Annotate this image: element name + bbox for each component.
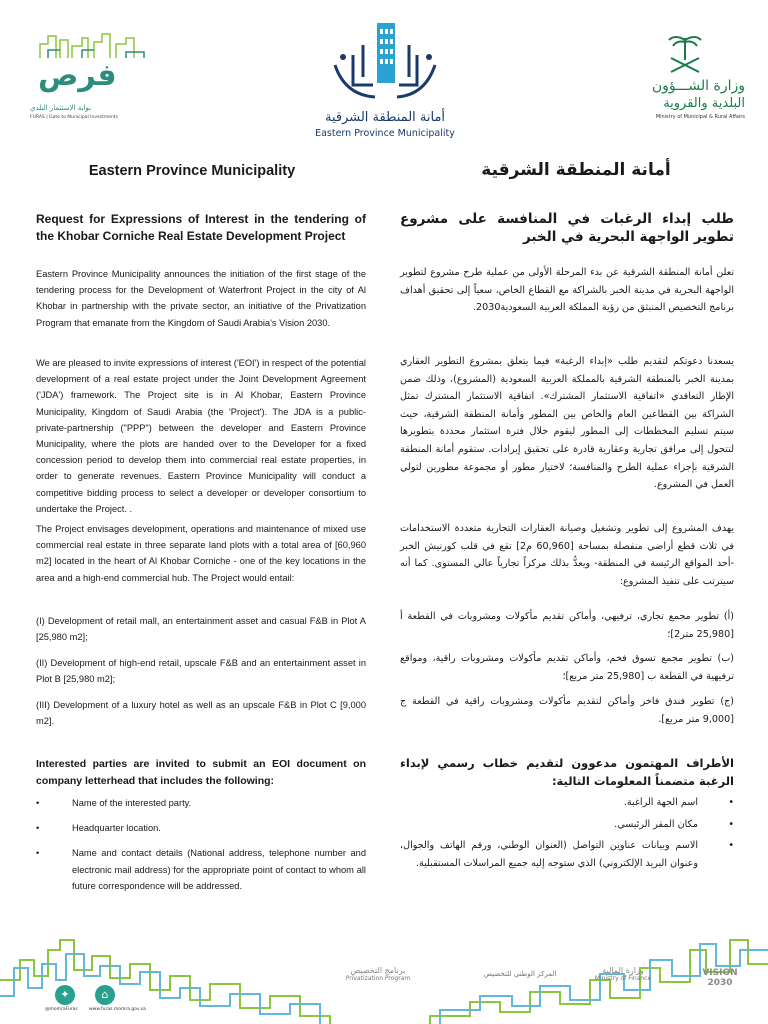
mof-label: وزارة المالية	[602, 966, 644, 975]
list-item: • اسم الجهة الراغبة.	[400, 794, 734, 812]
paragraph-ar-2: يسعدنا دعوتكم لتقديم طلب «إبداء الرغبة» فيما يتعلق بمشروع التطوير العقاري بمدينة الخبر بالمنطقة الشرقية بالمملكة العربية السعودية (المشروع)، وذلك ضمن الإطار التعاقدي «اتفاقية الاستثمار المشترك». اتفاقية الاستثمار المشترك تمثل الشراكة بين القطاعين العام والخاص بين المطور وأمانة المنطقة الشرقية، حيث سيتم تسليم المخططات إلى المطور ليقوم خلال فترة استثمار محددة بتطويرها لتتحول إلى مرافق تجارية وعقارية قادرة على تحقيق إيرادات. ستقوم أمانة المنطقة الشرقية بإجراء عملية الطرح والمنافسة؛ لاختيار مطور أو مجموعة مطورين لتولي العمل في المشروع.	[400, 356, 734, 491]
item-en-3: (III) Development of a luxury hotel as well as an upscale F&B in Plot C [9,000 m2].	[36, 700, 366, 727]
social-links	[45, 985, 146, 1015]
furas-subtitle-en: FURAS | Gate to Municipal Investments	[30, 115, 118, 120]
privatization-label: برنامج التخصيص	[350, 966, 406, 975]
item-ar-1: (أ) تطوير مجمع تجاري، ترفيهي، وأماكن تقديم مأكولات ومشروبات في القطعة أ [25,980 متر2]؛	[400, 611, 734, 640]
heading-en: Request for Expressions of Interest in the tendering of the Khobar Corniche Real Estate Development Project	[36, 212, 366, 243]
twitter-handle[interactable]: @momraFuras	[45, 1007, 78, 1012]
amana-name-ar: أمانة المنطقة الشرقية	[324, 110, 446, 125]
item-ar-2: (ب) تطوير مجمع تسوق فخم، وأماكن تقديم مأكولات ومشروبات راقية، ومواقع ترفيهية في القطعة ب [25,980 متر مربع]؛	[400, 653, 734, 682]
item-en-2: (II) Development of high-end retail, upscale F&B and an entertainment asset in Plot B [25,980 m2];	[36, 658, 366, 685]
paragraph-en-1: Eastern Province Municipality announces the initiation of the first stage of the tendering process for the Development of Waterfront Project in the city of Al Khobar in partnership with the private sector, an initiative of the Privatization Program that emanate from the Kingdom of Saudi Arabia's Vision 2030.	[36, 269, 366, 328]
list-item: • الاسم وبيانات عناوين التواصل (العنوان الوطني، ورقم الهاتف والجوال، وعنوان البريد الإلكتروني) الذي ستوجه إليه جميع المراسلات المستقبلية.	[400, 837, 734, 872]
home-icon[interactable]: ⌂	[95, 985, 115, 1005]
heading-ar: طلب إبداء الرغبات في المنافسة على مشروع تطوير الواجهة البحرية في الخبر	[400, 211, 734, 245]
footer-skyline	[0, 880, 768, 1024]
list-item: • مكان المقر الرئيسي.	[400, 816, 734, 834]
twitter-icon[interactable]: ✦	[55, 985, 75, 1005]
palm-swords-icon	[665, 30, 705, 76]
list-item: • Name and contact details (National address, telephone number and electronic mail address) for the appropriate point of contact to whom all future correspondence will be addressed.	[36, 845, 366, 894]
ministry-line2: البلدية والقروية	[663, 96, 745, 111]
item-en-1: (I) Development of retail mall, an entertainment asset and casual F&B in Plot A [25,980 m2];	[36, 616, 366, 643]
title-en: Eastern Province Municipality	[88, 163, 296, 179]
mof-logo	[588, 966, 658, 982]
furas-skyline-icon	[38, 32, 148, 60]
ministry-line1: وزارة الشـــؤون	[651, 78, 745, 94]
privatization-sub: Privatization Program	[345, 975, 411, 982]
npc-logo	[460, 970, 580, 978]
privatization-logo	[338, 966, 418, 982]
paragraph-ar-3: يهدف المشروع إلى تطوير وتشغيل وصيانة العقارات التجارية متعددة الاستخدامات في ثلاث قطع أراضي منفصلة بمساحة [60,960 م2] تقع في قلب كورنيش الخبر -أحد المواقع الرئيسة في المنطقة- ويعدُّ بذلك مركزاً تجارياً عالي المستوى. كما أنه سيترتب على تنفيذ المشروع:	[400, 523, 734, 587]
list-item: • Name of the interested party.	[36, 795, 366, 811]
paragraph-en-3: The Project envisages development, operations and maintenance of mixed use commercial real estate in three separate land plots with a total area of [60,960 m2] located in the heart of Al Khobar Corniche - one of the key locations in the area and a high-end commercial hub. The Project would entail:	[36, 524, 366, 583]
invite-en: Interested parties are invited to submit an EOI document on company letterhead that includes the following:	[36, 758, 366, 787]
list-item: • Headquarter location.	[36, 820, 366, 836]
npc-label: المركز الوطني للتخصيص	[483, 970, 557, 978]
furas-logo	[30, 32, 150, 122]
item-ar-3: (ج) تطوير فندق فاخر وأماكن لتقديم مأكولات ومشروبات راقية في القطعة ج [9,000 متر مربع].	[400, 696, 734, 725]
furas-brand: فرص	[38, 58, 117, 93]
vision-label: VISION 2030	[702, 968, 738, 988]
bullets-ar	[400, 794, 734, 876]
amana-emblem-icon	[325, 15, 445, 110]
vision-2030-logo	[690, 968, 750, 988]
title-ar: أمانة المنطقة الشرقية	[481, 160, 671, 180]
invite-ar: الأطراف المهتمون مدعوون لتقديم خطاب رسمي لإبداء الرغبة متضمناً المعلومات التالية:	[400, 756, 734, 788]
mof-sub: Ministry of Finance	[594, 975, 652, 982]
paragraph-ar-1: تعلن أمانة المنطقة الشرقية عن بدء المرحلة الأولى من عملية طرح مشروع لتطوير الواجهة البحرية في مدينة الخبر بالشراكة مع القطاع الخاص، سعياً إلى تحقيق أهداف برنامج التخصيص المنبثق من رؤية المملكة العربية السعودية2030.	[400, 267, 734, 314]
ministry-line-en: Ministry of Municipal & Rural Affairs	[655, 114, 745, 120]
amana-logo	[310, 15, 460, 140]
ministry-logo	[620, 30, 745, 125]
paragraph-en-2: We are pleased to invite expressions of interest ('EOI') in respect of the potential development of a real estate project under the Joint Development Agreement ('JDA') framework. The Project site is in Al Khobar, Eastern Province Municipality, Kingdom of Saudi Arabia (the 'Project'). The JDA is a public-private-partnership ("PPP") between the developer and Eastern Province Municipality, where the plots are handed over to the Developer for a fixed concession period to develop them into commercial real estate properties, in order to generate revenues. Eastern Province Municipality will conduct a competitive bidding process to select a developer or developer consortium to undertake the Project. .	[36, 358, 366, 514]
furas-subtitle: بوابة الاستثمار البلدي	[30, 104, 91, 112]
amana-name-en: Eastern Province Municipality	[315, 128, 455, 139]
website-url[interactable]: www.furas.momra.gov.sa	[89, 1007, 146, 1012]
